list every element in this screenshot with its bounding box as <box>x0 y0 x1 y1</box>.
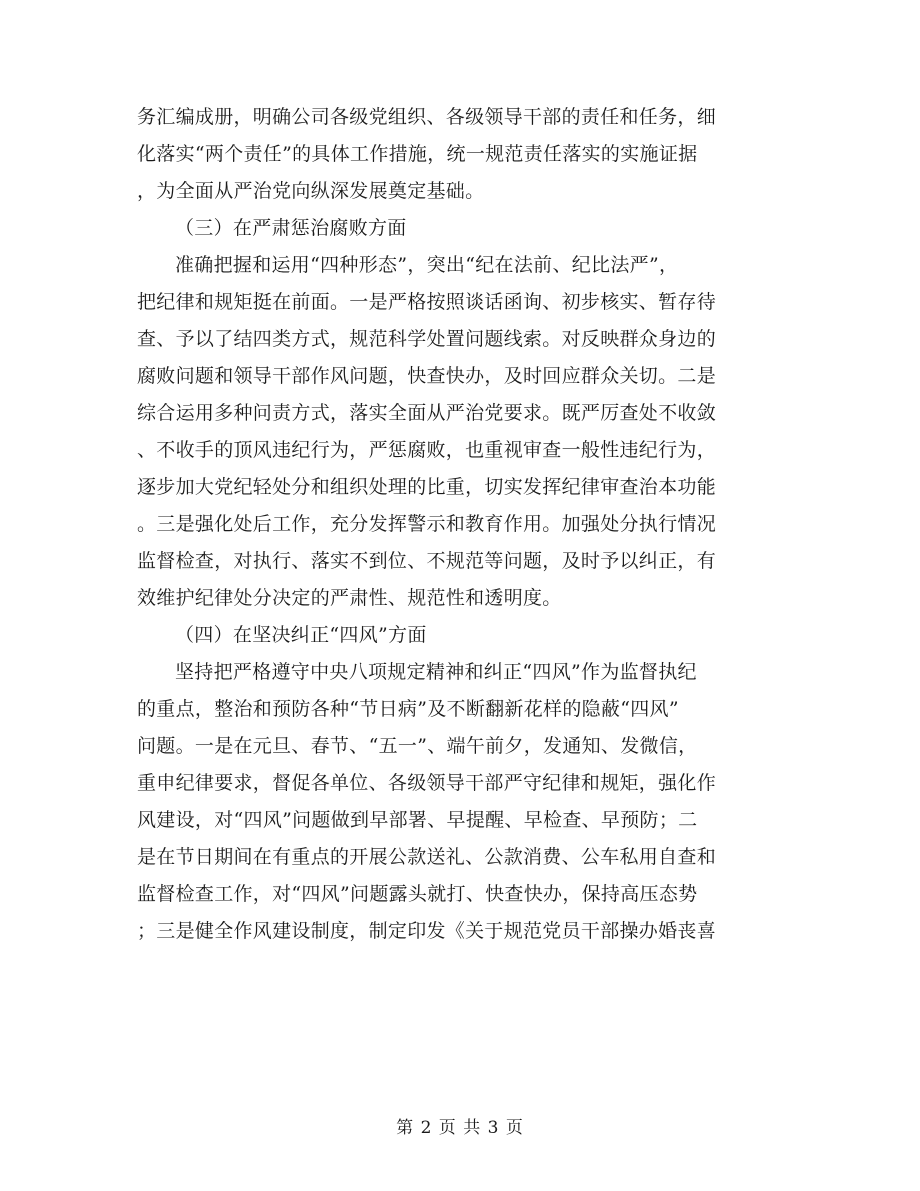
text-line: 化落实“两个责任”的具体工作措施，统一规范责任落实的实施证据 <box>137 143 698 165</box>
text-line: 务汇编成册，明确公司各级党组织、各级领导干部的责任和任务，细 <box>137 106 717 128</box>
text-line: 腐败问题和领导干部作风问题，快查快办，及时回应群众关切。二是 <box>137 365 717 387</box>
text-line: 查、予以了结四类方式，规范科学处置问题线索。对反映群众身边的 <box>137 328 717 350</box>
text-line: 风建设，对“四风”问题做到早部署、早提醒、早检查、早预防；二 <box>137 809 698 831</box>
text-line: 效维护纪律处分决定的严肃性、规范性和透明度。 <box>137 587 562 609</box>
section-heading-4: （四）在坚决纠正“四风”方面 <box>175 624 427 646</box>
paragraph-start: 坚持把严格遵守中央八项规定精神和纠正“四风”作为监督执纪 <box>175 661 697 683</box>
text-line: 是在节日期间在有重点的开展公款送礼、公款消费、公车私用自查和 <box>137 846 717 868</box>
text-line: 逐步加大党纪轻处分和组织处理的比重，切实发挥纪律审查治本功能 <box>137 476 717 498</box>
text-line: 重申纪律要求，督促各单位、各级领导干部严守纪律和规矩，强化作 <box>137 772 717 794</box>
text-line: 。三是强化处后工作，充分发挥警示和教育作用。加强处分执行情况 <box>137 513 717 535</box>
text-line: 把纪律和规矩挺在前面。一是严格按照谈话函询、初步核实、暂存待 <box>137 291 717 313</box>
text-line: ；三是健全作风建设制度，制定印发《关于规范党员干部操办婚丧喜 <box>137 920 717 942</box>
page-number-footer: 第 2 页 共 3 页 <box>396 1118 524 1138</box>
text-line: 、不收手的顶风违纪行为，严惩腐败，也重视审查一般性违纪行为， <box>137 439 717 461</box>
text-line: 监督检查，对执行、落实不到位、不规范等问题，及时予以纠正，有 <box>137 550 717 572</box>
paragraph-start: 准确把握和运用“四种形态”，突出“纪在法前、纪比法严”， <box>175 254 679 276</box>
text-line: ，为全面从严治党向纵深发展奠定基础。 <box>137 180 485 202</box>
text-line: 的重点，整治和预防各种“节日病”及不断翻新花样的隐蔽“四风” <box>137 698 679 720</box>
document-body <box>137 99 777 950</box>
text-line: 综合运用多种问责方式，落实全面从严治党要求。既严厉查处不收敛 <box>137 402 717 424</box>
text-line: 监督检查工作，对“四风”问题露头就打、快查快办，保持高压态势 <box>137 883 698 905</box>
text-line: 问题。一是在元旦、春节、“五一”、端午前夕，发通知、发微信， <box>137 735 698 757</box>
section-heading-3: （三）在严肃惩治腐败方面 <box>175 217 407 239</box>
